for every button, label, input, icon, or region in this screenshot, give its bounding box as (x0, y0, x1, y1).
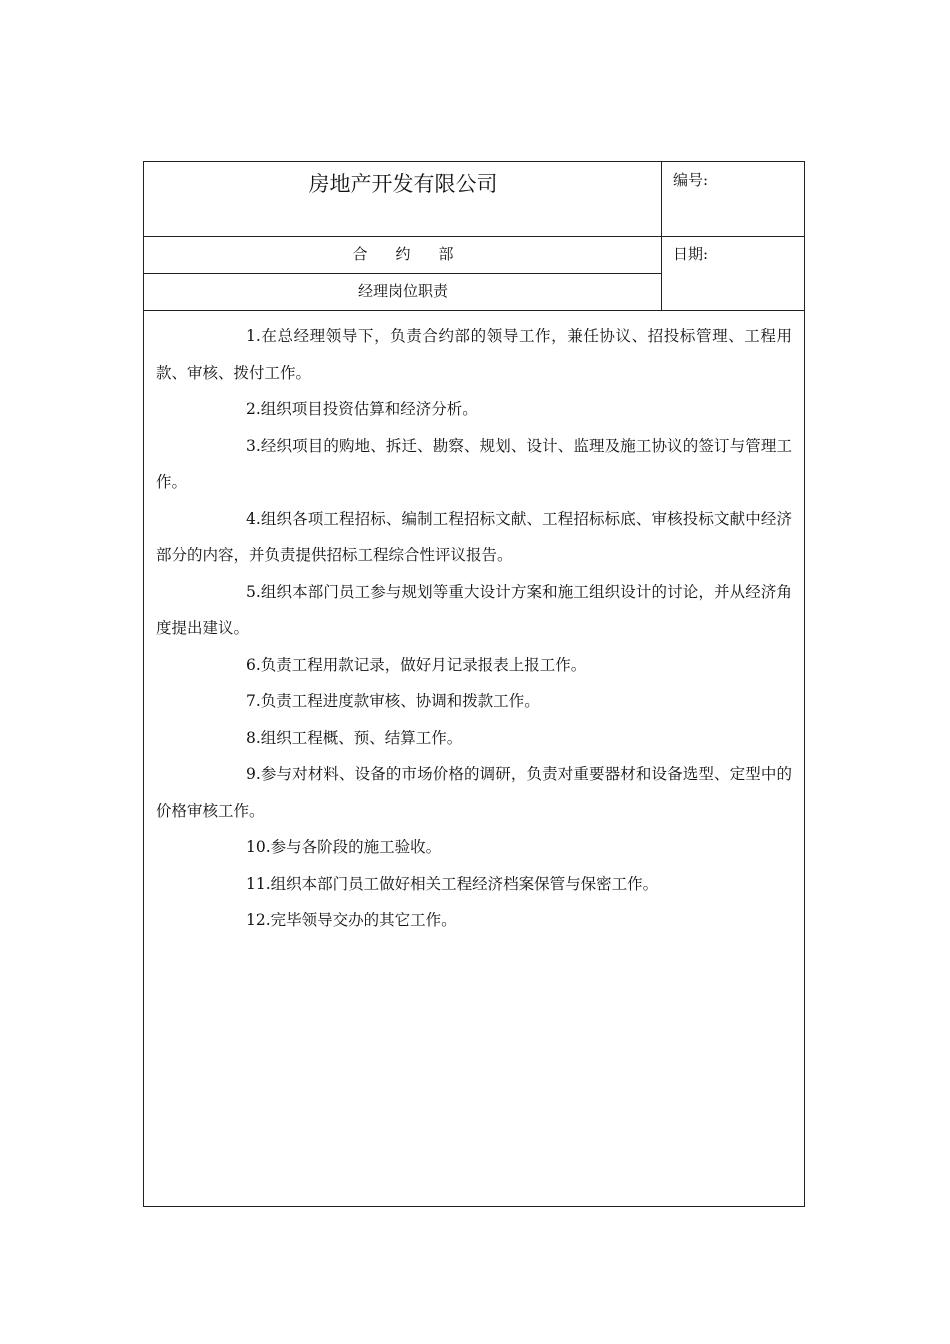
duty-number: 7. (246, 692, 261, 710)
duty-number: 9. (246, 765, 261, 783)
header-left-block (144, 162, 662, 311)
duty-item (156, 902, 792, 939)
duty-number: 12. (246, 911, 271, 929)
duty-number: 1. (246, 327, 261, 345)
duty-text: 经织项目的购地、拆迁、勘察、规划、设计、监理及施工协议的签订与管理工作。 (156, 436, 792, 491)
duty-text: 组织项目投资估算和经济分析。 (260, 400, 478, 418)
duty-item (156, 647, 792, 684)
duty-number: 4. (246, 509, 261, 528)
duty-text: 完毕领导交办的其它工作。 (270, 911, 457, 929)
company-name: 房地产开发有限公司 (144, 162, 662, 237)
duty-number: 6. (246, 655, 261, 674)
duty-item (156, 683, 792, 720)
duty-text: 组织工程概、预、结算工作。 (260, 728, 463, 747)
job-description-form (143, 161, 805, 1207)
duty-number: 3. (246, 436, 261, 455)
duty-item (156, 574, 792, 647)
duty-item (156, 391, 792, 428)
duty-item (156, 720, 792, 757)
duty-text: 参与对材料、设备的市场价格的调研，负责对重要器材和设备选型、定型中的价格审核工作。 (156, 765, 792, 820)
department-name: 合约部 (144, 237, 662, 274)
duty-number: 10. (246, 838, 271, 856)
duty-number: 2. (246, 400, 261, 418)
duty-item (156, 829, 792, 866)
duty-item (156, 318, 792, 391)
duty-text: 负责工程用款记录，做好月记录报表上报工作。 (260, 655, 587, 674)
date-label: 日期: (673, 245, 709, 263)
duty-text: 组织各项工程招标、编制工程招标文献、工程招标标底、审核投标文献中经济部分的内容，并负责提供招标工程综合性评议报告。 (156, 509, 792, 564)
serial-number-label: 编号: (662, 162, 804, 237)
duty-item (156, 756, 792, 829)
duty-item (156, 501, 792, 574)
duty-text: 在总经理领导下，负责合约部的领导工作，兼任协议、招投标管理、工程用款、审核、拨付工作。 (156, 327, 792, 382)
role-title: 经理岗位职责 (357, 282, 448, 300)
duty-item (156, 428, 792, 501)
duty-text: 组织本部门员工做好相关工程经济档案保管与保密工作。 (270, 874, 659, 893)
duty-number: 8. (246, 728, 261, 747)
duties-list (156, 318, 792, 939)
duty-text: 负责工程进度款审核、协调和拨款工作。 (260, 692, 540, 710)
duty-item (156, 866, 792, 903)
duty-number: 11. (246, 874, 271, 893)
header-right-block (662, 162, 804, 311)
duty-number: 5. (246, 582, 261, 601)
duty-text: 组织本部门员工参与规划等重大设计方案和施工组织设计的讨论，并从经济角度提出建议。 (156, 582, 792, 637)
duty-text: 参与各阶段的施工验收。 (270, 838, 442, 856)
